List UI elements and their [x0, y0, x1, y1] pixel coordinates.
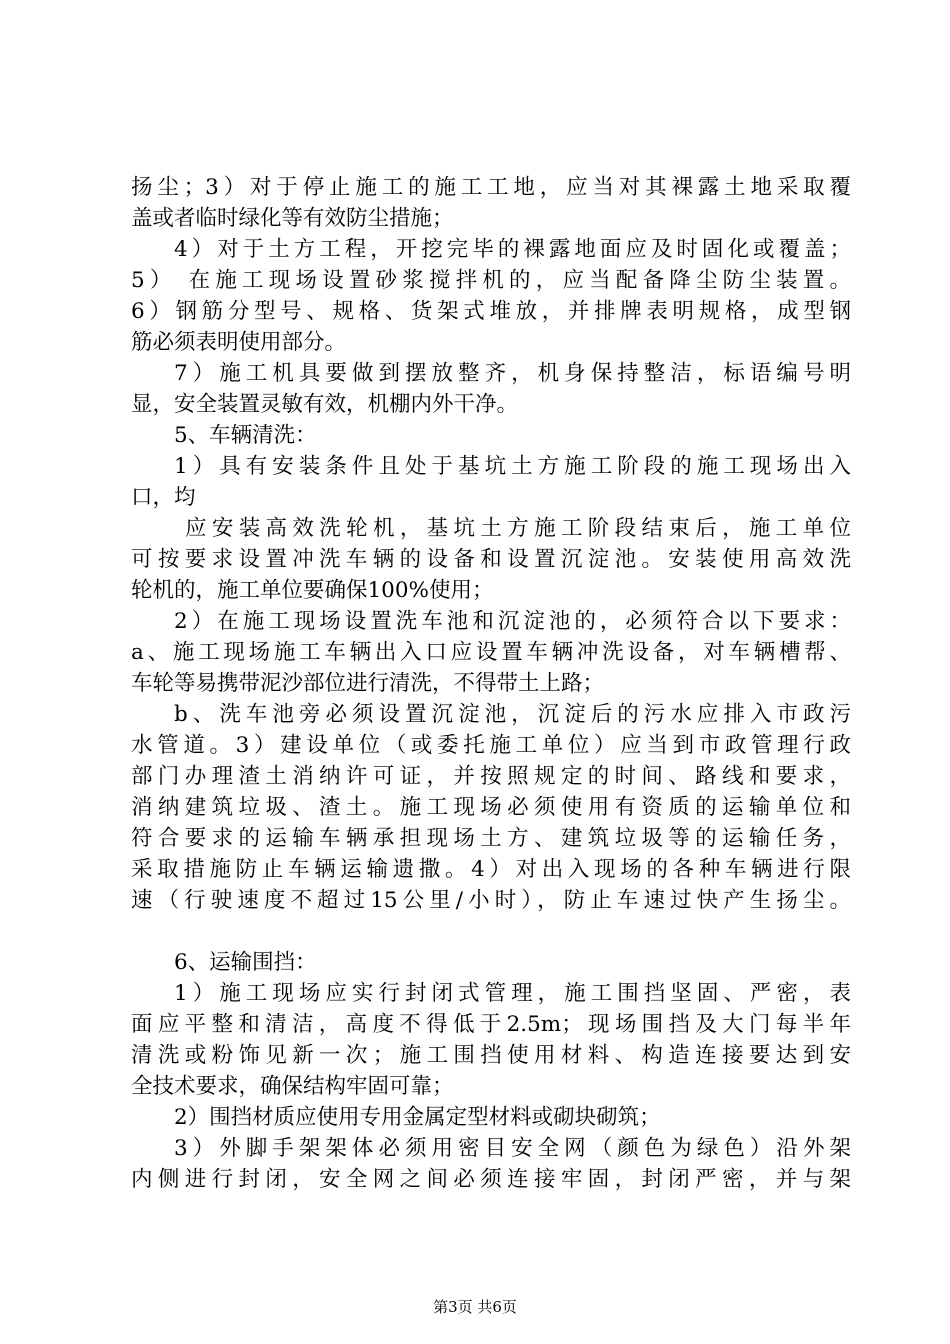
text-line: 符合要求的运输车辆承担现场土方、建筑垃圾等的运输任务，	[131, 826, 851, 851]
text-line: 7）施工机具要做到摆放整齐，机身保持整洁，标语编号明	[174, 361, 851, 386]
text-line: 清洗或粉饰见新一次；施工围挡使用材料、构造连接要达到安	[131, 1043, 851, 1068]
text-line: 6）钢筋分型号、规格、货架式堆放，并排牌表明规格，成型钢	[131, 299, 851, 324]
text-line: b、洗车池旁必须设置沉淀池，沉淀后的污水应排入市政污	[174, 702, 851, 727]
text-line: 2）在施工现场设置洗车池和沉淀池的，必须符合以下要求：	[174, 609, 851, 634]
section-heading: 5、车辆清洗：	[174, 423, 317, 448]
text-line: 水管道。3）建设单位（或委托施工单位）应当到市政管理行政	[131, 733, 851, 758]
text-line: 速（行驶速度不超过15公里/小时），防止车速过快产生扬尘。	[131, 888, 851, 913]
page-number: 第3页 共6页	[433, 1298, 517, 1316]
text-line: 面应平整和清洁，高度不得低于2.5m；现场围挡及大门每半年	[131, 1012, 851, 1037]
text-line: 口，均	[131, 485, 196, 510]
text-line: 2）围挡材质应使用专用金属定型材料或砌块砌筑；	[174, 1105, 661, 1130]
text-line: 3）外脚手架架体必须用密目安全网（颜色为绿色）沿外架	[174, 1136, 851, 1161]
text-line: 5） 在施工现场设置砂浆搅拌机的，应当配备降尘防尘装置。	[131, 268, 851, 293]
text-line: 扬尘；3）对于停止施工的施工工地，应当对其裸露土地采取覆	[131, 175, 851, 200]
text-line: 1）施工现场应实行封闭式管理，施工围挡坚固、严密，表	[174, 981, 851, 1006]
text-line: 盖或者临时绿化等有效防尘措施；	[131, 206, 454, 231]
text-line: 采取措施防止车辆运输遗撒。4）对出入现场的各种车辆进行限	[131, 857, 851, 882]
text-line: 筋必须表明使用部分。	[131, 330, 347, 355]
text-line: 部门办理渣土消纳许可证，并按照规定的时间、路线和要求，	[131, 764, 851, 789]
text-line: 显，安全装置灵敏有效，机棚内外干净。	[131, 392, 519, 417]
text-line: 全技术要求，确保结构牢固可靠；	[131, 1074, 454, 1099]
page-footer	[0, 1296, 950, 1317]
text-line: 可按要求设置冲洗车辆的设备和设置沉淀池。安装使用高效洗	[131, 547, 851, 572]
text-line: 内侧进行封闭，安全网之间必须连接牢固，封闭严密，并与架	[131, 1167, 851, 1192]
text-line: a、施工现场施工车辆出入口应设置车辆冲洗设备，对车辆槽帮、	[131, 640, 851, 665]
text-line: 轮机的，施工单位要确保100%使用；	[131, 578, 494, 603]
text-line: 应安装高效洗轮机，基坑土方施工阶段结束后，施工单位	[185, 516, 851, 541]
section-heading: 6、运输围挡：	[174, 950, 317, 975]
paragraph-gap	[131, 916, 851, 947]
text-line: 1）具有安装条件且处于基坑土方施工阶段的施工现场出入	[174, 454, 851, 479]
document-body	[131, 172, 851, 1195]
text-line: 4）对于土方工程，开挖完毕的裸露地面应及时固化或覆盖；	[174, 237, 851, 262]
text-line: 车轮等易携带泥沙部位进行清洗，不得带土上路；	[131, 671, 605, 696]
text-line: 消纳建筑垃圾、渣土。施工现场必须使用有资质的运输单位和	[131, 795, 851, 820]
